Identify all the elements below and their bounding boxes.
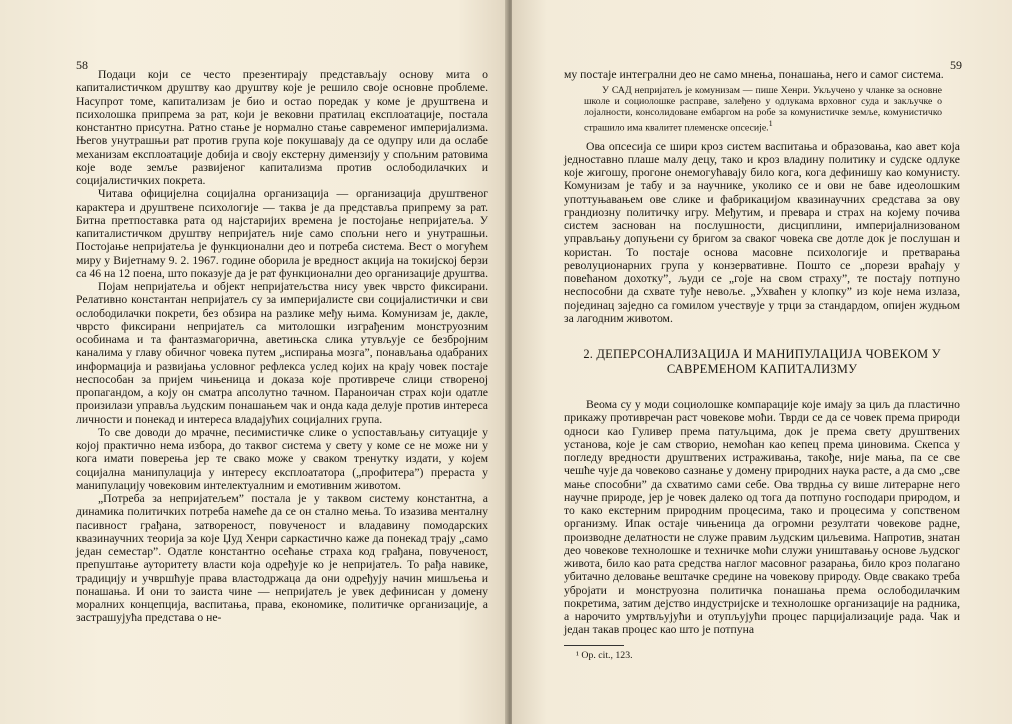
paragraph: Подаци који се често презентирају представљају основу мита о капиталистичком друштву као друштву које је решило своје основне проблеме. Насупрот томе, капитализам је био и остао поредак у коме је друштвена и психолошка припрема за рат, који је вековни пратилац експлоатације, постала константно присутна. Ратно стање је нормално стање савременог империјализма. Његов унутрашњи рат против група које покушавају да се одупру или да ослабе механизам експлоатације добија и своју екстерну димензију у спољним ратовима које воде земље развијеног капитализма против ослободилачких и социјалистичких покрета. [76, 68, 488, 187]
block-quote [584, 85, 942, 133]
quote-text-content: У САД непријатељ је комунизам — пише Хенри. Укључено у чланке за основне школе и социолошке расправе, залеђено у одлукама врховног суда и закључке о лојалности, консолидоване ембаргом на робе за комунистичке земље, комунистичко страшило има квалитет племенске опсесије. [584, 85, 942, 134]
paragraph: му постаје интегрални део не само мнења, понашања, него и самог система. [564, 68, 944, 81]
footnote: ¹ Op. cit., 123. [576, 649, 633, 661]
footnote-rule [564, 645, 624, 646]
paragraph: Ова опсесија се шири кроз систем васпитања и образовања, као авет која једнoставно плаше малу децу, тако и кроз владину политику и судске одлуке које жигошу, прогоне онемогућавају било кога, кога дефинишу као комунисту. Комунизам је табу и за научнике, уколико се и ови не баве идеолошким употтуњавањем ове слике и фабрикацијом квазинаучних средстава за ову грандиозну политичку игру. Међутим, и превара и страх на којему почива систем заснован на послушности, дисциплини, империјалнизованом управљању допуњени су бригом за сваког човека све дотле док је послушан и користан. То постаје основа масовне психологије и претварања револуционарних група у конзервативне. Пошто се „порези враћају у повећаном дохотку”, људи се „гоје на свом страху”, те постају потпуно неспособни да схвате туђе невоље. „Ухваћен у клопку” из које нема излаза, појединац заједно са гомилом учествује у трци за стандардом, опијен жудњом за лагодним животом. [564, 139, 960, 325]
left-page-body [76, 68, 488, 625]
page-number-left: 58 [76, 58, 88, 72]
page-number-right: 59 [950, 58, 962, 72]
footnote-marker: 1 [768, 119, 773, 129]
section-heading [572, 347, 952, 376]
paragraph: То све доводи до мрачне, песимистичке слике о успостављању ситуације у којој практично нема избора, до таквог система у свету у коме се не може ни у кога имати поверења јер те свако може у сваком тренутку издати, у којем социјална манипулација у интересу експлоататора („профитера”) прераста у манипулацију човековим интелектуалним и емотивним животом. [76, 425, 488, 492]
section-heading-line-1: 2. ДЕПЕРСОНАЛИЗАЦИЈА И МАНИПУЛАЦИЈА ЧОВЕКОМ У [583, 347, 941, 362]
paragraph: „Потреба за непријатељем” постала је у таквом систему константна, а динамика политичких потреба намеће да се он стално мења. То изазива менталну пасивност грађана, затвореност, повученост и владавину помодарских квазинаучних теорија за које Џуд Хенри саркастично каже да понекад трају „само један семестар”. Одатле константно осећање страха код грађана, повученост, препуштање ауторитету власти која одређује ко је непријатељ. То рађа навике, традицију и учвршћује права властодржаца да они одређују начин мишљења и понашања. И они то заиста чине — непријатељ је увек дефинисан у домену моралних концепција, васпитања, права, економике, политичке организације, а застрашујућа представа о не- [76, 492, 488, 625]
section-heading-line-2: САВРЕМЕНОМ КАПИТАЛИЗМУ [666, 361, 858, 376]
quote-text [584, 85, 942, 133]
right-page-body [564, 68, 960, 661]
right-page [512, 0, 1012, 724]
paragraph: Веома су у моди социолошке компарације које имају за циљ да пластично прикажу противречан раст човекове моћи. Тврди се да се човек према природи односи као Гуливер према патуљцима, док је према свету друштвених установа, које је сам створио, немоћан као кепец према џиновима. Скепса у погледу вредности друштвених истраживања, такође, није мања, па се све чешће чује да човеково сазнање у домену природних наука расте, а да смо „све мање способни” да схватимо сами себе. Ова тврдња су више литерарне него научне природе, јер је човек далеко од тога да потпуно господари природом, и то како екстерним природним процесима, тако и процесима у сопственом организму. Ипак остаје чињеница да огромни резултати човекове радне, производне делатности не служе правим људским циљевима. Напротив, знатан део човекове технолошке и техничке моћи служи уништавању основе људског живота, било као рата средства наглог масовног разарања, било кроз полагано убитачно деловање вештачке средине на човекову природу. Овде свакако треба убројати и монструозна политичка понашања према ослободилачким покретима, затим дејство индустријске и технолошке организације на радника, а нарочито умртвљујући и отупљујући процес парцијализације рада. Чак и један такав процес као што је потпуна [564, 398, 960, 637]
paragraph: Читава официјелна социјална организација — организација друштвеног карактера и друштвене психологије — таква је да представља припрему за рат. Битна претпоставка рата од најстаријих времена је постојање непријатеља. У капиталистичком друштву непријатељ није само спољни него и унутрашњи. Постојање непријатеља је функционални део и потреба система. Вест о могућем миру у Вијетнаму 9. 2. 1967. године оборила је вредност акција на токијској берзи са 46 на 12 поена, што показује да је рат функционални део организације друштва. [76, 187, 489, 280]
paragraph: Појам непријатеља и објект непријатељства нису увек чврсто фиксирани. Релативно константан непријатељ су за империјалисте сви социјалистички и сви ослободилачки покрети, без обзира на разлике међу њима. Комунизам је, дакле, чврсто фиксирани непријатељ са митолошки изграђеним монструозним особинама и та фантазмагорична, аветињска слика утувљује се безбројним каналима у главу обичног човека путем „испирања мозга”, понављања одабраних информација и развијања условног рефлекса услед којих на крају човек постаје неспособан за пријем чињеница и доказа које противрече слици створеној пропагандом, а коју он сматра апсолутно тачном. Параноичан страх који одатле произилази управља људским понашањем чак и онда када делује против интереса личности и понекад и интереса владајућих социјалних група. [76, 280, 488, 426]
